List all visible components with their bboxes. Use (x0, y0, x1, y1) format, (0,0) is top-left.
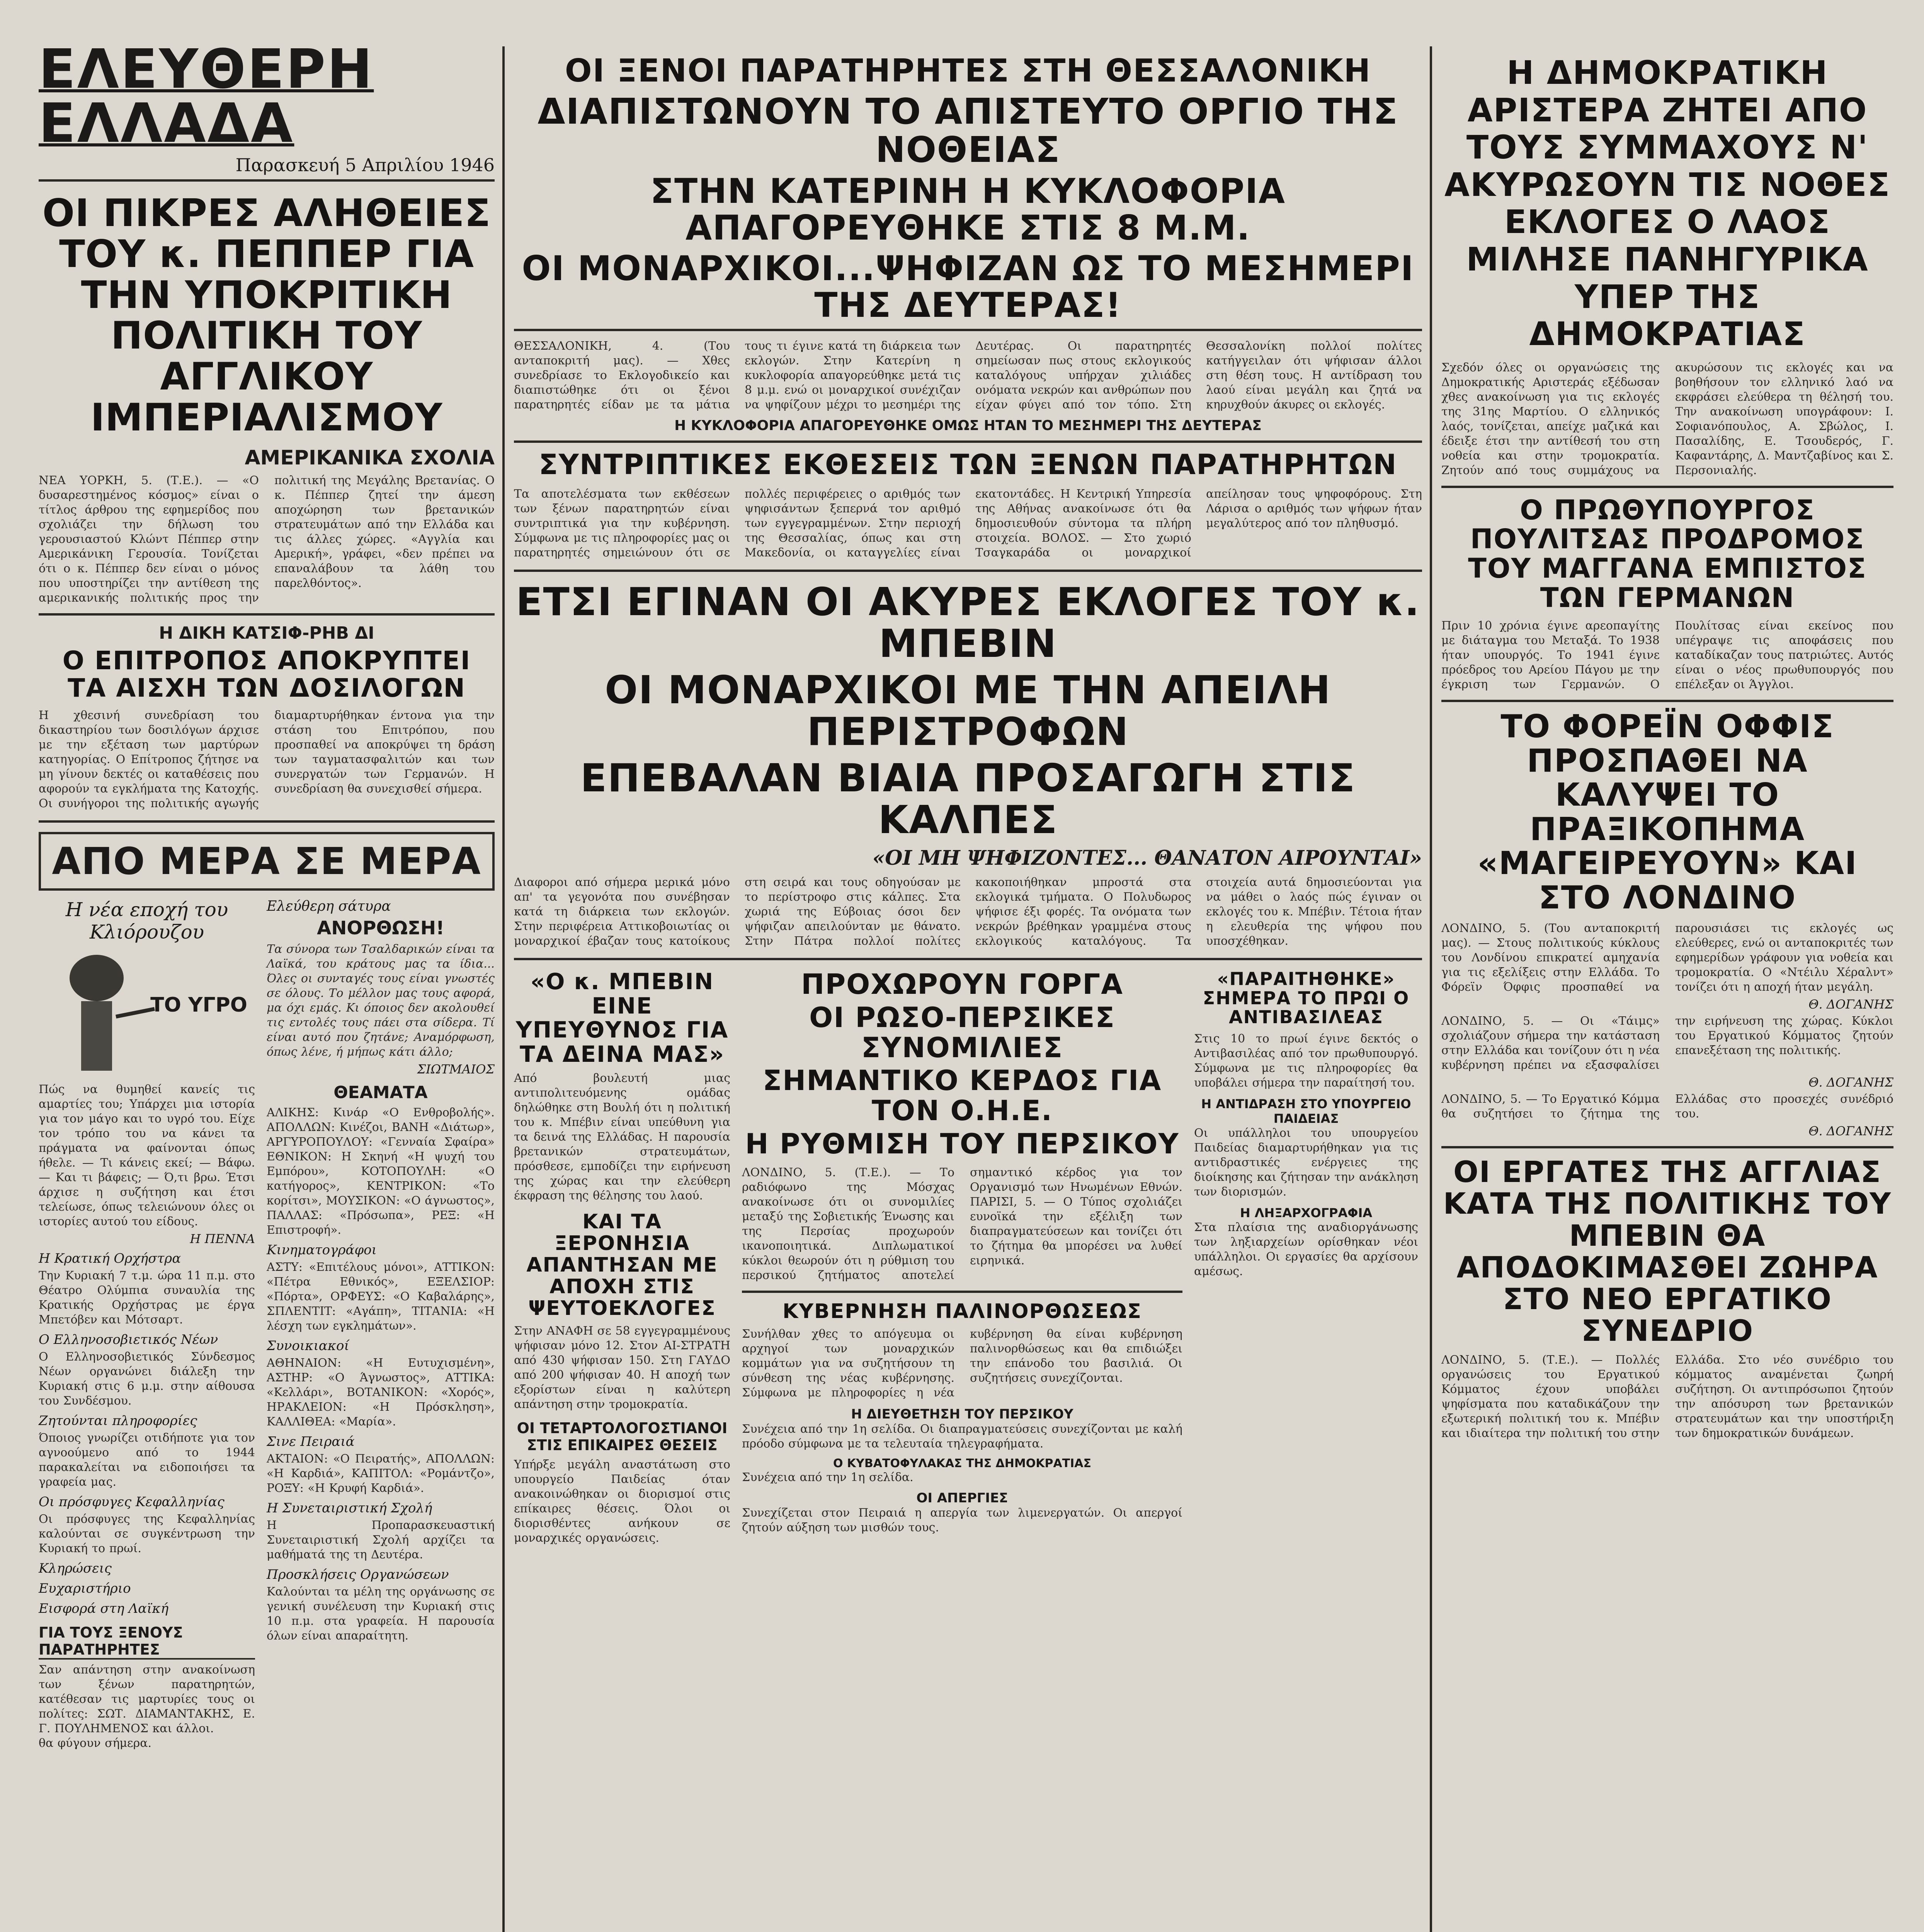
center-reports-body: Τα αποτελέσματα των εκθέσεων των ξένων παρατηρητών είναι συντριπτικά για την κυβέρνηση. Σύμφωνα με τις πληροφορίες μας οι παρατηρητές σημειώνουν ότι σε πολλές περιφέρειες ο αριθμός των ψηφισάντων ξεπερνά τον αριθμό των εγγεγραμμένων. Στην περιοχή της Θεσσαλίας, όπως και στη Μακεδονία, οι καταγγελίες είναι εκατοντάδες. Η Κεντρική Υπηρεσία της Αθήνας ανακοίνωσε ότι θα δημοσιευθούν σύντομα τα πλήρη στοιχεία. ΒΟΛΟΣ. — Στο χωριό Τσαγκαράδα οι μοναρχικοί απείλησαν τους ψηφοφόρους. Στη Λάρισα ο αριθμός των ψήφων ήταν μεγαλύτερος από τον πληθυσμό. (514, 487, 1422, 560)
center-mid-body: Διαφοροι από σήμερα μερικά μόνο απ' τα γεγονότα που συνέβησαν κατά τη διάρκεια των εκλογών. Στην περιφέρεια Αττικοβοιωτίας οι μοναρχικοί έβαζαν τους κατοίκους στη σειρά και τους οδηγούσαν με το περίστροφο στις κάλπες. Στα χωριά της Εύβοιας όσοι δεν ψήφιζαν απειλούνταν με θάνατο. Στην Πάτρα πολλοί πολίτες κακοποιήθηκαν μπροστά στα εκλογικά τμήματα. Ο Πολυδωρος ψήφισε έξι φορές. Τα ονόματα των νεκρών βρέθηκαν γραμμένα στους εκλογικούς καταλόγους. Τα στοιχεία αυτά δημοσιεύονται για να μάθει ο λαός πώς έγιναν οι εκλογές του κ. Μπέβιν. Τέτοια ήταν η ελευθερία της ψήφου που υποσχέθηκαν. (514, 876, 1422, 948)
center-lead-body: ΘΕΣΣΑΛΟΝΙΚΗ, 4. (Του ανταποκριτή μας). — Χθες συνεδρίασε το Εκλογοδικείο και διαπιστώθηκε ότι οι ξένοι παρατηρητές είδαν με τα μάτια τους τι έγινε κατά τη διάρκεια των εκλογών. Στην Κατερίνη η κυκλοφορία απαγορεύθηκε μετά τις 8 μ.μ. ενώ οι μοναρχικοί συνέχιζαν να ψηφίζουν μέχρι το μεσημέρι της Δευτέρας. Οι παρατηρητές σημείωσαν πως στους εκλογικούς καταλόγους υπήρχαν χιλιάδες ονόματα νεκρών και ανθρώπων που είχαν φύγει από τον τόπο. Στη Θεσσαλονίκη πολλοί πολίτες κατήγγειλαν ότι ψήφισαν άλλοι στη θέση τους. Η αντίδραση του λαού είναι μεγάλη και ζητά να κηρυχθούν άκυρες οι εκλογές. (514, 339, 1422, 412)
column-rule (502, 46, 505, 1932)
kyvernisi-sub2-body: Συνεχίζεται στον Πειραιά η απεργία των λιμενεργατών. Οι απεργοί ζητούν αύξηση των μισθών τους. (742, 1506, 1182, 1534)
center-lead-kicker: Η ΚΥΚΛΟΦΟΡΙΑ ΑΠΑΓΟΡΕΥΘΗΚΕ ΟΜΩΣ ΗΤΑΝ ΤΟ ΜΕΣΗΜΕΡΙ ΤΗΣ ΔΕΥΤΕΡΑΣ (674, 418, 1262, 434)
theamata-summer: Συνοικιακοί (267, 1338, 349, 1354)
parait-sub-body: Οι υπάλληλοι του υπουργείου Παιδείας διαμαρτυρήθηκαν για τις αντιδραστικές ενέργειες της διοίκησης και ζήτησαν την ανάκληση των διορισμών. (1194, 1126, 1418, 1199)
bevin-headline2: ΚΑΙ ΤΑ ΞΕΡΟΝΗΣΙΑ ΑΠΑΝΤΗΣΑΝ ΜΕ ΑΠΟΧΗ ΣΤΙΣ ΨΕΥΤΟΕΚΛΟΓΕΣ (526, 1210, 718, 1320)
apo-mera-body: Πώς να θυμηθεί κανείς τις αμαρτίες του; Υπάρχει μια ιστορία για τον μάγο και το υγρό του. Είχε τον τρόπο του να κάνει τα πράγματα να φαίνονται όπως ήθελε. — Τι κάνεις εκεί; — Βάφω. — Και τι βάφεις; — Ό,τι βρω. Έτσι άρχισε η συζήτηση και έτσι τελείωσε, όπως τελειώνουν όλες οι ιστορίες αυτού του είδους. (39, 1082, 255, 1228)
apo-mera-column (39, 898, 255, 1751)
divider (1441, 1146, 1893, 1148)
left-lead-body: ΝΕΑ ΥΟΡΚΗ, 5. (Τ.Ε.). — «Ο δυσαρεστημένος κόσμος» είναι ο τίτλος άρθρου της εφημερίδος που σχολιάζει την δήλωση του γερουσιαστού Κλώντ Πέππερ στην Αμερικάνικη Γερουσία. Τονίζεται ότι ο κ. Πέππερ δεν είναι ο μόνος που υποστηρίζει την αντίθεση της αμερικανικής πολιτικής προς την πολιτική της Μεγάλης Βρετανίας. Ο κ. Πέππερ ζητεί την άμεση αποχώρηση των βρετανικών στρατευμάτων από την Ελλάδα και τις άλλες χώρες. «Αγγλία και Αμερική», γράφει, «δεν πρέπει να επαναλάβουν τα λάθη του παρελθόντος». (39, 473, 495, 605)
parait-column (1194, 969, 1418, 1546)
center-column (514, 54, 1422, 1546)
divider (514, 440, 1422, 443)
pm-headline: Ο ΠΡΩΘΥΠΟΥΡΓΟΣ ΠΟΥΛΙΤΣΑΣ ΠΡΟΔΡΟΜΟΣ ΤΟΥ ΜΑΓΓΑΝΑ ΕΜΠΙΣΤΟΣ ΤΩΝ ΓΕΡΜΑΝΩΝ (1468, 494, 1867, 614)
bevin-body2: Στην ΑΝΑΦΗ σε 58 εγγεγραμμένους ψήφισαν μόνο 12. Στον ΑΙ-ΣΤΡΑΤΗ από 430 ψήφισαν 150. Στη ΓΑΥΔΟ από 200 ψήφισαν 40. Η αποχή των εξορίστων είναι η καλύτερη απάντηση στην τρομοκρατία. (514, 1324, 730, 1412)
divider (514, 958, 1422, 960)
apo-mera-sub4-body: Οι πρόσφυγες της Κεφαλληνίας καλούνται σε συγκέντρωση την Κυριακή το πρωί. (39, 1512, 255, 1555)
kyvernisi-body2: Συνέχεια από την 1η σελίδα. Οι διαπραγματεύσεις συνεχίζονται με καλή πρόοδο σύμφωνα με τα τελευταία τηλεγραφήματα. (742, 1422, 1182, 1451)
satire-kicker: Ελεύθερη σάτυρα (267, 898, 391, 914)
center-lead-line2: ΔΙΑΠΙΣΤΩΝΟΥΝ ΤΟ ΑΠΙΣΤΕΥΤΟ ΟΡΓΙΟ ΤΗΣ ΝΟΘΕΙΑΣ (538, 90, 1398, 170)
left-lead-subhead: ΑΜΕΡΙΚΑΝΙΚΑ ΣΧΟΛΙΑ (245, 446, 495, 469)
left-trial-body: Η χθεσινή συνεδρίαση του δικαστηρίου των δοσιλόγων άρχισε με την εξέταση των μαρτύρων κατηγορίας. Ο Επίτροπος ζήτησε να μη γίνουν δεκτές οι καταθέσεις που αφορούν τα εγκλήματα της Κατοχής. Οι συνήγοροι της πολιτικής αγωγής διαμαρτυρήθηκαν έντονα για την στάση του Επιτρόπου, που προσπαθεί να αποκρύψει τη δράση των ταγματασφαλιτών και των συνεργατών των Γερμανών. Η συνεδρίαση θα συνεχισθεί σήμερα. (39, 708, 495, 810)
foreign-office-sig3: Θ. ΔΟΓΑΝΗΣ (1808, 1124, 1893, 1139)
apo-mera-sub8: ΓΙΑ ΤΟΥΣ ΞΕΝΟΥΣ ΠΑΡΑΤΗΡΗΤΕΣ (39, 1624, 255, 1660)
foreign-office-body2: ΛΟΝΔΙΝΟ, 5. — Οι «Τάιμς» σχολιάζουν σήμερα την κατάσταση στην Ελλάδα και τονίζουν ότι η νέα κυβέρνηση πρέπει να εξασφαλίσει την ειρήνευση της χώρας. Κύκλοι του Εργατικού Κόμματος ζητούν επανεξέταση της πολιτικής. (1441, 1014, 1893, 1072)
satire-and-shows-column (267, 898, 495, 1751)
left-lead-article (39, 193, 495, 605)
divider (39, 613, 495, 616)
left-column (39, 38, 495, 1751)
center-mid-line2: ΟΙ ΜΟΝΑΡΧΙΚΟΙ ΜΕ ΤΗΝ ΑΠΕΙΛΗ ΠΕΡΙΣΤΡΟΦΩΝ (605, 667, 1331, 755)
apo-mera-sub4: Οι πρόσφυγες Κεφαλληνίας (39, 1494, 225, 1510)
ruso-line3: ΣΗΜΑΝΤΙΚΟ ΚΕΡΔΟΣ ΓΙΑ ΤΟΝ Ο.Η.Ε. (762, 1064, 1162, 1127)
kyvernisi-sub-body: Συνέχεια από την 1η σελίδα. (742, 1470, 914, 1484)
foreign-office-sig: Θ. ΔΟΓΑΝΗΣ (1808, 997, 1893, 1012)
kyvernisi-sub: Ο ΚΥΒΑΤΟΦΥΛΑΚΑΣ ΤΗΣ ΔΗΜΟΚΡΑΤΙΑΣ (833, 1456, 1091, 1470)
theamata-notice-body: Καλούνται τα μέλη της οργάνωσης σε γενική συνέλευση την Κυριακή στις 10 π.μ. στα γραφεία. Η παρουσία όλων είναι απαραίτητη. (267, 1585, 495, 1643)
right-column (1441, 54, 1893, 1441)
theamata-piraeus-body: ΑΚΤΑΙΟΝ: «Ο Πειρατής», ΑΠΟΛΛΩΝ: «Η Καρδιά», ΚΑΠΙΤΟΛ: «Ρομάντζο», ΡΟΞΥ: «Η Κρυφή Καρδιά». (267, 1452, 495, 1495)
satire-title: ΑΝΟΡΘΩΣΗ! (317, 917, 444, 939)
theamata-notice: Προσκλήσεις Οργανώσεων (267, 1566, 449, 1582)
apo-mera-row (39, 898, 495, 1751)
apo-mera-sub3-body: Όποιος γνωρίζει οτιδήποτε για τον αγνοούμενο από το 1944 παρακαλείται να ειδοποιήσει τα γραφεία μας. (39, 1431, 255, 1489)
theamata-summer-body: ΑΘΗΝΑΙΟΝ: «Η Ευτυχισμένη», ΑΣΤΗΡ: «Ο Άγνωστος», ΑΤΤΙΚΑ: «Κελλάρι», ΒΟΤΑΝΙΚΟΝ: «Χορός», ΗΡΑΚΛΕΙΟΝ: «Η Πρόσκληση», ΚΑΛΛΙΘΕΑ: «Μαρία». (267, 1356, 495, 1429)
foreign-office-headline: ΤΟ ΦΟΡΕΪΝ ΟΦΦΙΣ ΠΡΟΣΠΑΘΕΙ ΝΑ ΚΑΛΥΨΕΙ ΤΟ ΠΡΑΞΙΚΟΠΗΜΑ «ΜΑΓΕΙΡΕΥΟΥΝ» ΚΑΙ ΣΤΟ ΛΟΝΔΙΝΟ (1477, 708, 1858, 916)
parait-sub2: Η ΛΗΞΑΡΧΟΓΡΑΦΙΑ (1240, 1206, 1373, 1221)
apo-mera-sub7: Εισφορά στη Λαϊκή (39, 1600, 169, 1616)
masthead-title: ΕΛΕΥΘΕΡΗ ΕΛΛΑΔΑ (39, 38, 374, 155)
kyvernisi-sub2: ΟΙ ΑΠΕΡΓΙΕΣ (916, 1490, 1008, 1506)
caricature-image (39, 947, 255, 1078)
parait-sub2-body: Στα πλαίσια της αναδιοργάνωσης των ληξιαρχείων ορίσθηκαν νέοι υπάλληλοι. Οι εργασίες θα αρχίσουν αμέσως. (1194, 1221, 1418, 1279)
bevin-headline3: ΟΙ ΤΕΤΑΡΤΟΛΟΓΟΣΤΙΑΝΟΙ ΣΤΙΣ ΕΠΙΚΑΙΡΕΣ ΘΕΣΕΙΣ (517, 1420, 728, 1454)
apo-mera-sub2: Ο Ελληνοσοβιετικός Νέων (39, 1332, 218, 1347)
center-reports-article (514, 450, 1422, 560)
theamata-school: Η Συνεταιριστική Σχολή (267, 1500, 432, 1516)
center-lead-line3: ΣΤΗΝ ΚΑΤΕΡΙΝΗ Η ΚΥΚΛΟΦΟΡΙΑ ΑΠΑΓΟΡΕΥΘΗΚΕ ΣΤΙΣ 8 Μ.Μ. (650, 171, 1286, 248)
parait-sub: Η ΑΝΤΙΔΡΑΣΗ ΣΤΟ ΥΠΟΥΡΓΕΙΟ ΠΑΙΔΕΙΑΣ (1201, 1097, 1411, 1126)
theamata-cinema: Κινηματογράφοι (267, 1242, 377, 1258)
parait-body: Στις 10 το πρωί έγινε δεκτός ο Αντιβασιλέας από τον πρωθυπουργό. Σύμφωνα με τις πληροφορίες θα υποβάλει σήμερα την παραίτησή του. (1194, 1032, 1418, 1090)
theamata-piraeus: Σινε Πειραιά (267, 1434, 355, 1449)
workers-body: ΛΟΝΔΙΝΟ, 5. (Τ.Ε.). — Πολλές οργανώσεις του Εργατικού Κόμματος έχουν υποβάλει ψηφίσματα που καταδικάζουν την εξωτερική πολιτική του κ. Μπέβιν και ιδιαίτερα την πολιτική του στην Ελλάδα. Στο νέο συνέδριο του κόμματος αναμένεται ζωηρή συζήτηση. Οι αντιπρόσωποι ζητούν την απόσυρση των βρετανικών στρατευμάτων και την υποστήριξη των δημοκρατικών δυνάμεων. (1441, 1353, 1893, 1440)
pm-body: Πριν 10 χρόνια έγινε αρεοπαγίτης με διάταγμα του Μεταξά. Το 1938 ήταν υπουργός. Το 1941 έγινε πρόεδρος του Αρείου Πάγου με την έγκριση των Γερμανών. Ο Πουλίτσας είναι εκείνος που υπέγραψε τις αποφάσεις που καταδίκαζαν τους πατριώτες. Αυτός είναι ο νέος πρωθυπουργός που επέλεξαν οι Άγγλοι. (1441, 619, 1893, 692)
apo-mera-box (39, 832, 495, 891)
bevin-headline: «Ο κ. ΜΠΕΒΙΝ ΕΙΝΕ ΥΠΕΥΘΥΝΟΣ ΓΙΑ ΤΑ ΔΕΙΝΑ ΜΑΣ» (515, 968, 729, 1068)
theamata-cinema-body: ΑΣΤΥ: «Επιτέλους μόνοι», ΑΤΤΙΚΟΝ: «Πέτρα Εθνικός», ΕΞΕΛΣΙΟΡ: «Πόρτα», ΟΡΦΕΥΣ: «Ο Καβαλάρης», ΣΠΛΕΝΤΙΤ: «Αγάπη», ΤΙΤΑΝΙΑ: «Η λέσχη των εγκλημάτων». (267, 1260, 495, 1333)
apo-mera-sub1: Η Κρατική Ορχήστρα (39, 1250, 181, 1266)
ruso-body: ΛΟΝΔΙΝΟ, 5. (Τ.Ε.). — Το ραδιόφωνο της Μόσχας ανακοίνωσε ότι οι συνομιλίες μεταξύ της Σοβιετικής Ένωσης και της Περσίας προχωρούν ικανοποιητικά. Διπλωματικοί κύκλοι θεωρούν ότι η ρύθμιση του περσικού ζητήματος αποτελεί σημαντικό κέρδος για τον Οργανισμό των Ηνωμένων Εθνών. ΠΑΡΙΣΙ, 5. — Ο Τύπος σχολιάζει ευνοϊκά την εξέλιξη των διαπραγματεύσεων και τονίζει ότι το ζήτημα θα μπορέσει να λυθεί ειρηνικά. (742, 1165, 1182, 1282)
theamata-school-body: Η Προπαρασκευαστική Συνεταιριστική Σχολή αρχίζει τα μαθήματά της τη Δευτέρα. (267, 1518, 495, 1561)
left-trial-kicker: Η ΔΙΚΗ ΚΑΤΣΙΦ-ΡΗΒ ΔΙ (159, 623, 374, 643)
masthead-date: Παρασκευή 5 Απριλίου 1946 (235, 155, 495, 175)
pm-article (1441, 496, 1893, 692)
kyvernisi-body: Συνήλθαν χθες το απόγευμα οι αρχηγοί των μοναρχικών κομμάτων για να συζητήσουν τη σύνθεση της νέας κυβέρνησης. Σύμφωνα με πληροφορίες η νέα κυβέρνηση θα είναι κυβέρνηση παλινορθώσεως και θα επιδιώξει την επάνοδο του βασιλιά. Οι συζητήσεις συνεχίζονται. (742, 1327, 1182, 1400)
kyvernisi-headline: ΚΥΒΕΡΝΗΣΗ ΠΑΛΙΝΟΡΘΩΣΕΩΣ (783, 1299, 1142, 1323)
center-mid-line3: ΕΠΕΒΑΛΑΝ ΒΙΑΙΑ ΠΡΟΣΑΓΩΓΗ ΣΤΙΣ ΚΑΛΠΕΣ (580, 755, 1356, 843)
foreign-office-body: ΛΟΝΔΙΝΟ, 5. (Του ανταποκριτή μας). — Στους πολιτικούς κύκλους του Λονδίνου επικρατεί αμηχανία για τις εξελίξεις στην Ελλάδα. Το Φόρεϊν Όφφις προσπαθεί να παρουσιάσει τις εκλογές ως ελεύθερες, ενώ οι ανταποκριτές των εφημερίδων γράφουν για νοθεία και τρομοκρατία. Ο «Ντέιλυ Χέραλντ» τονίζει ότι η αποχή ήταν μεγάλη. (1441, 922, 1893, 994)
ruso-line2: ΟΙ ΡΩΣΟ-ΠΕΡΣΙΚΕΣ ΣΥΝΟΜΙΛΙΕΣ (809, 1001, 1115, 1064)
divider (514, 570, 1422, 572)
apo-mera-sub8-body: Σαν απάντηση στην ανακοίνωση των ξένων παρατηρητών, κατέθεσαν τις μαρτυρίες τους οι πολίτες: ΣΩΤ. ΔΙΑΜΑΝΤΑΚΗΣ, Ε. Γ. ΠΟΥΛΗΜΕΝΟΣ και άλλοι. (39, 1663, 255, 1735)
foreign-office-body3: ΛΟΝΔΙΝΟ, 5. — Το Εργατικό Κόμμα θα συζητήσει το ζήτημα της Ελλάδας στο προσεχές συνέδριό του. (1441, 1092, 1893, 1121)
center-reports-headline: ΣΥΝΤΡΙΠΤΙΚΕΣ ΕΚΘΕΣΕΙΣ ΤΩΝ ΞΕΝΩΝ ΠΑΡΑΤΗΡΗΤΩΝ (539, 448, 1397, 481)
right-lead-headline: Η ΔΗΜΟΚΡΑΤΙΚΗ ΑΡΙΣΤΕΡΑ ΖΗΤΕΙ ΑΠΟ ΤΟΥΣ ΣΥΜΜΑΧΟΥΣ Ν' ΑΚΥΡΩΣΟΥΝ ΤΙΣ ΝΟΘΕΣ ΕΚΛΟΓΕΣ Ο ΛΑΟΣ ΜΙΛΗΣΕ ΠΑΝΗΓΥΡΙΚΑ ΥΠΕΡ ΤΗΣ ΔΗΜΟΚΡΑΤΙΑΣ (1444, 54, 1891, 353)
apo-mera-title: ΑΠΟ ΜΕΡΑ ΣΕ ΜΕΡΑ (52, 839, 481, 883)
ruso-line4: Η ΡΥΘΜΙΣΗ ΤΟΥ ΠΕΡΣΙΚΟΥ (745, 1127, 1179, 1160)
apo-mera-sub2-body: Ο Ελληνοσοβιετικός Σύνδεσμος Νέων οργανώνει διάλεξη την Κυριακή στις 6 μ.μ. στην αίθουσα του Συνδέσμου. (39, 1350, 255, 1408)
workers-headline: ΟΙ ΕΡΓΑΤΕΣ ΤΗΣ ΑΓΓΛΙΑΣ ΚΑΤΑ ΤΗΣ ΠΟΛΙΤΙΚΗΣ ΤΟΥ ΜΠΕΒΙΝ ΘΑ ΑΠΟΔΟΚΙΜΑΣΘΕΙ ΖΩΗΡΑ ΣΤΟ ΝΕΟ ΕΡΓΑΤΙΚΟ ΣΥΝΕΔΡΙΟ (1443, 1155, 1892, 1348)
divider (39, 820, 495, 823)
theamata-title: ΘΕΑΜΑΤΑ (333, 1082, 428, 1102)
parait-headline: «ΠΑΡΑΙΤΗΘΗΚΕ» ΣΗΜΕΡΑ ΤΟ ΠΡΩΙ Ο ΑΝΤΙΒΑΣΙΛΕΑΣ (1203, 968, 1410, 1028)
divider (1441, 486, 1893, 488)
apo-mera-sub9-end: θα φύγουν σήμερα. (39, 1736, 152, 1750)
bevin-body3: Υπήρξε μεγάλη αναστάτωση στο υπουργείο Παιδείας όταν ανακοινώθηκαν οι διορισμοί στις επίκαιρες θέσεις. Όλοι οι διορισθέντες ανήκουν σε μοναρχικές οργανώσεις. (514, 1458, 730, 1545)
apo-mera-sub5: Κληρώσεις (39, 1560, 112, 1576)
bevin-column (514, 969, 730, 1546)
left-trial-article (39, 623, 495, 811)
left-trial-headline: Ο ΕΠΙΤΡΟΠΟΣ ΑΠΟΚΡΥΠΤΕΙ ΤΑ ΑΙΣΧΗ ΤΩΝ ΔΟΣΙΛΟΓΩΝ (62, 645, 471, 703)
right-lead-body: Σχεδόν όλες οι οργανώσεις της Δημοκρατικής Αριστεράς εξέδωσαν χθες ανακοίνωση για τις εκλογές της 31ης Μαρτίου. Ο ελληνικός λαός, τονίζεται, απείχε μαζικά και έδειξε έτσι την αντίθεσή του στη νοθεία και στην τρομοκρατία. Ζητούν από τους συμμάχους να ακυρώσουν τις εκλογές και να βοηθήσουν τον ελληνικό λαό να εκφράσει ελεύθερα τη θέλησή του. Την ανακοίνωση υπογράφουν: Ι. Σοφιανόπουλος, Α. Σβώλος, Ι. Πασαλίδης, Ε. Τσουδερός, Γ. Καφαντάρης, Δ. Μαντζαβίνος και Σ. Περσονιαλής. (1441, 361, 1893, 477)
center-mid-article (514, 581, 1422, 949)
bevin-body: Από βουλευτή μιας αντιπολιτευόμενης ομάδας δηλώθηκε στη Βουλή ότι η πολιτική του κ. Μπέβιν είναι υπεύθυνη για τα δεινά της Ελλάδας. Η παρουσία βρετανικών στρατευμάτων, πρόσθεσε, εμποδίζει την ειρήνευση της χώρας και την ελεύθερη έκφραση της θέλησης του λαού. (514, 1071, 730, 1202)
apo-mera-byline: Η νέα εποχή του Κλιόρουζου (65, 898, 228, 943)
kyvernisi-kicker: Η ΔΙΕΥΘΕΤΗΣΗ ΤΟΥ ΠΕΡΣΙΚΟΥ (851, 1406, 1073, 1422)
divider (1441, 700, 1893, 702)
satire-body: Τα σύνορα των Τσαλδαρικών είναι τα Λαϊκά, του κράτους μας τα ίδια... Όλες οι συνταγές τους είναι γνωστές σε όλους. Το μέλλον μας τους αφορά, μα όχι εμάς. Κι όποιος δεν ακολουθεί τις εντολές τους πάει στα σίδερα. Τί είναι αυτό που ζητάνε; Αναμόρφωση, όπως λένε, ή μήπως κάτι άλλο; (267, 942, 495, 1059)
ruso-line1: ΠΡΟΧΩΡΟΥΝ ΓΟΡΓΑ (801, 968, 1123, 1001)
masthead (39, 38, 495, 182)
foreign-office-sig2: Θ. ΔΟΓΑΝΗΣ (1808, 1075, 1893, 1090)
right-lead-article (1441, 54, 1893, 478)
foreign-office-article (1441, 710, 1893, 1138)
divider (742, 1291, 1182, 1293)
apo-mera-piece-title: ΤΟ ΥΓΡΟ (150, 993, 247, 1017)
center-lead-line1: ΟΙ ΞΕΝΟΙ ΠΑΡΑΤΗΡΗΤΕΣ ΣΤΗ ΘΕΣΣΑΛΟΝΙΚΗ (565, 53, 1371, 89)
center-mid-line1: ΕΤΣΙ ΕΓΙΝΑΝ ΟΙ ΑΚΥΡΕΣ ΕΚΛΟΓΕΣ ΤΟΥ κ. ΜΠΕΒΙΝ (516, 579, 1420, 667)
apo-mera-sub6: Ευχαριστήριο (39, 1580, 131, 1596)
center-lead-article (514, 54, 1422, 434)
left-lead-headline: ΟΙ ΠΙΚΡΕΣ ΑΛΗΘΕΙΕΣ ΤΟΥ κ. ΠΕΠΠΕΡ ΓΙΑ ΤΗΝ ΥΠΟΚΡΙΤΙΚΗ ΠΟΛΙΤΙΚΗ ΤΟΥ ΑΓΓΛΙΚΟΥ ΙΜΠΕΡΙΑΛΙΣΜΟΥ (42, 191, 491, 440)
apo-mera-sub3: Ζητούνται πληροφορίες (39, 1413, 197, 1429)
center-lead-line4: ΟΙ ΜΟΝΑΡΧΙΚΟΙ...ΨΗΦΙΖΑΝ ΩΣ ΤΟ ΜΕΣΗΜΕΡΙ ΤΗΣ ΔΕΥΤΕΡΑΣ! (514, 250, 1422, 331)
apo-mera-author: Η ΠΕΝΝΑ (190, 1231, 255, 1246)
center-mid-quote: «ΟΙ ΜΗ ΨΗΦΙΖΟΝΤΕΣ... ΘΑΝΑΤΟΝ ΑΙΡΟΥΝΤΑΙ» (872, 846, 1422, 870)
apo-mera-sub1-body: Την Κυριακή 7 τ.μ. ώρα 11 π.μ. στο Θέατρο Ολύμπια συναυλία της Κρατικής Ορχήστρας με έργα Μπετόβεν και Μότσαρτ. (39, 1269, 255, 1327)
theamata-body: ΑΛΙΚΗΣ: Κινάρ «Ο Ενθροβολής». ΑΠΟΛΛΩΝ: Κινέζοι, ΒΑΝΗ «Διάτωρ», ΑΡΓΥΡΟΠΟΥΛΟΥ: «Γενναία Σφαίρα» ΕΘΝΙΚΟΝ: Η Σκηνή «Η ψυχή του Εμπόρου», ΚΟΤΟΠΟΥΛΗ: «Ο κατήγορος», ΚΕΝΤΡΙΚΟΝ: «Το κορίτσι», ΜΟΥΣΙΚΟΝ: «Ο άγνωστος», ΠΑΛΛΑΣ: «Πρόσωπα», ΡΕΞ: «Η Επιστροφή». (267, 1105, 495, 1237)
satire-author: ΣΙΩΤΜΑΙΟΣ (417, 1061, 495, 1077)
workers-article (1441, 1156, 1893, 1440)
center-lower-row (514, 969, 1422, 1546)
ruso-column (742, 969, 1182, 1546)
column-rule (1430, 46, 1432, 1932)
